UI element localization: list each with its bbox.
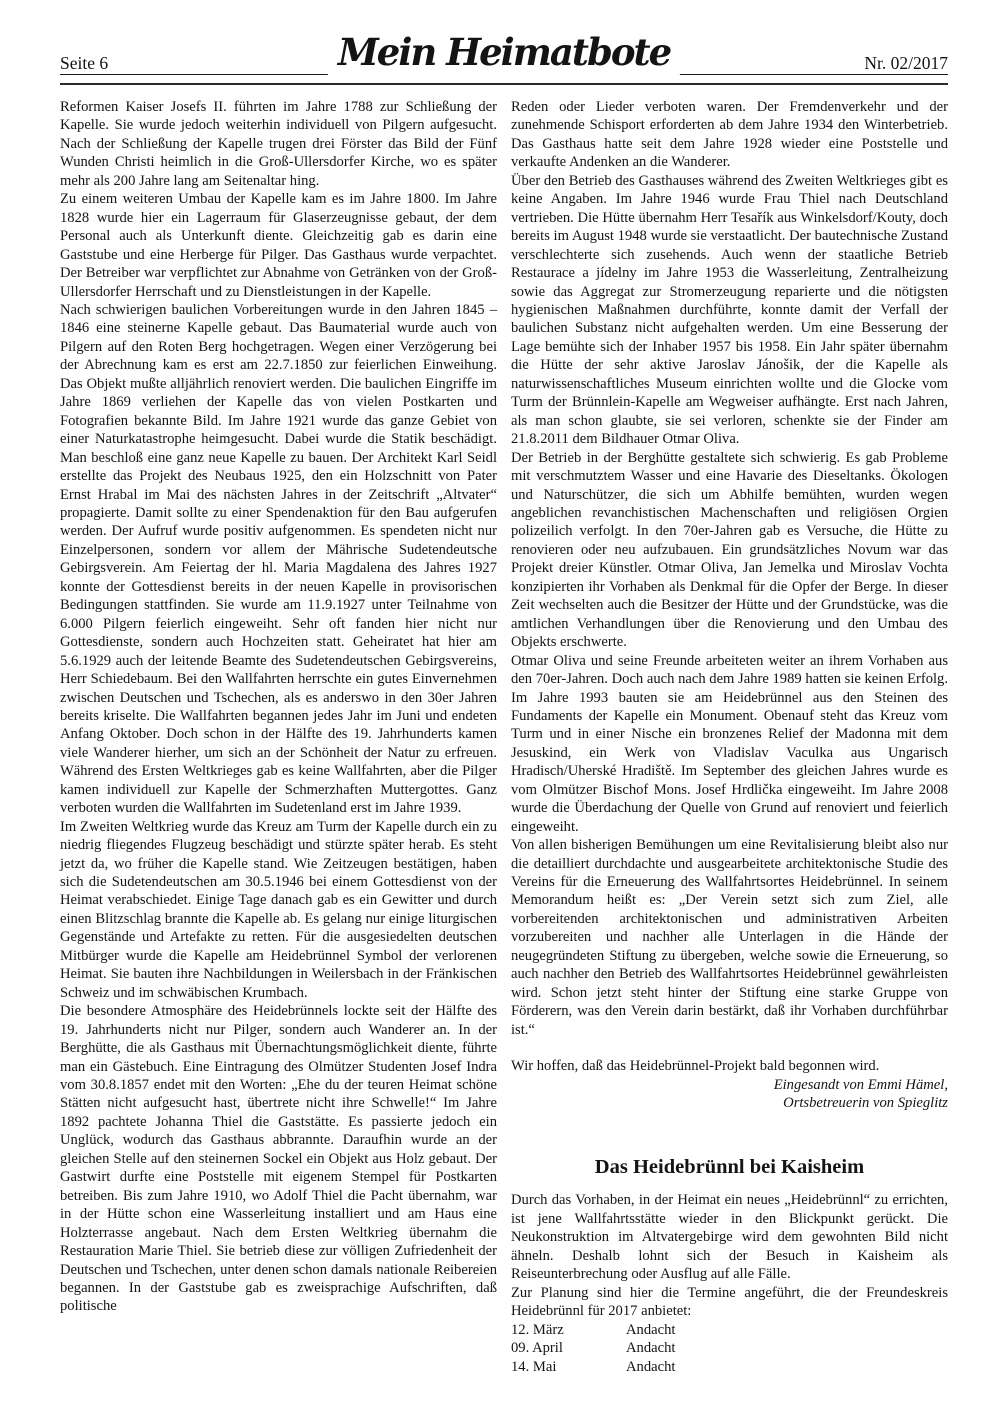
article-paragraph: Otmar Oliva und seine Freunde arbeiteten weiter an ihrem Vorhaben aus den 70er-Jahren. Doch auch nach dem Jahre 1989 hatten sie keinen Erfolg. Im Jahre 1993 bauten sie am Heidebrünnel aus den Steinen des Fundaments der Kapelle ein Monument. Obenauf steht das Kreuz vom Turm und in einer Nische ein bronzenes Relief der Madonna mit dem Jesuskind, ein Werk von Vladislav Vaculka aus Ungarisch Hradisch/Uherské Hradiště. Im September des gleichen Jahres wurde es vom Olmützer Bischof Mons. Josef Hrdlička eingeweiht. Im Jahre 2008 wurde die Überdachung der Quelle von Grund auf renoviert und feierlich eingeweiht. [511,652,948,835]
page-header [60,30,948,90]
article-paragraph: Nach schwierigen baulichen Vorbereitungen wurde in den Jahren 1845 – 1846 eine steinerne Kapelle gebaut. Das Baumaterial wurde auch von Pilgern auf den Roten Berg hochgetragen. Wegen einer Verzögerung bei der Abrechnung kam es erst am 22.7.1850 zur feierlichen Einweihung. Das Objekt mußte alljährlich renoviert werden. Die baulichen Eingriffe im Jahre 1869 verliehen der Kapelle das von vielen Postkarten und Fotografien bekannte Bild. Im Jahre 1921 wurde das ganze Gebiet von einer Naturkatastrophe heimgesucht. Dabei wurde die Statik beschädigt. Man beschloß eine ganz neue Kapelle zu bauen. Der Architekt Karl Seidl erstellte das Projekt des Neubaus 1925, den ein Holzschnitt von Pater Ernst Hrabal im Mai des nächsten Jahres in der Zeitschrift „Altvater“ propagierte. Damit sollte zu einer Spendenaktion für den Bau aufgerufen werden. Der Aufruf wurde positiv aufgenommen. Es spendeten nicht nur Einzelpersonen, sondern vor allem der Mährische Sudetendeutsche Gebirgsverein. Am Feiertag der hl. Maria Magdalena des Jahres 1927 konnte der Gottesdienst bereits in der neuen Kapelle in provisorischen Bedingungen stattfinden. Sie wurde am 11.9.1927 unter Teilnahme von 6.000 Pilgern feierlich eingeweiht. Sehr oft fanden hier nicht nur Gottesdienste, sondern auch Hochzeiten statt. Geheiratet hat hier am 5.6.1929 auch der leitende Beamte des Sudetendeutschen Gebirgsvereins, Herr Schiedebaum. Bei den Wallfahrten herrschte ein gutes Einvernehmen zwischen Deutschen und Tschechen, als es anderswo in den 30er Jahren bereits kriselte. Die Wallfahrten begannen jedes Jahr im Juni und endeten Anfang Oktober. Doch schon in der Hälfte des 19. Jahrhunderts kamen viele Wanderer hierher, um sich an der Schönheit der Natur zu erfreuen. Während des Ersten Weltkrieges gab es keine Wallfahrten, aber die Pilger kamen individuell zur Kapelle der Schmerzhaften Muttergottes. Ganz verboten wurden die Wallfahrten im Sudetenland erst im Jahre 1939. [60,301,497,817]
schedule-row [511,1339,948,1357]
schedule-event: Andacht [626,1358,676,1375]
right-column [511,98,948,1376]
article-paragraph: Im Zweiten Weltkrieg wurde das Kreuz am Turm der Kapelle durch ein zu niedrig fliegendes Flugzeug beschädigt und stürzte später herab. Es steht jetzt da, wo früher die Kapelle stand. Wie Zeitzeugen bestätigen, haben sich die Sudetendeutschen am 30.5.1946 bei einem Gottesdienst von der Heimat verabschiedet. Einige Tage danach gab es ein Gewitter und durch einen Blitzschlag brannte die Kapelle ab. Es gelang nur einige liturgischen Gegenstände und Artefakte zu retten. Für die ausgesiedelten deutschen Mitbürger wurde die Kapelle am Heidebrünnel Symbol der verlorenen Heimat. Sie bauten ihre Nachbildungen in Weilersbach in der Fränkischen Schweiz und im schwäbischen Krumbach. [60,818,497,1001]
article-paragraph: Reformen Kaiser Josefs II. führten im Jahre 1788 zur Schließung der Kapelle. Sie wurde jedoch weiterhin individuell von Pilgern aufgesucht. Nach der Schließung der Kapelle trugen drei Förster das Bild der Fünf Wunden Christi heimlich in die Groß-Ullersdorfer Kirche, wo es später mehr als 200 Jahre lang am Seitenaltar hing. [60,99,497,189]
schedule-event: Andacht [626,1321,676,1338]
schedule-date: 09. April [511,1340,563,1357]
page-number-label: Seite 6 [60,53,109,73]
article-paragraph: Der Betrieb in der Berghütte gestaltete sich schwierig. Es gab Probleme mit verschmutztem Wasser und eine Havarie des Dieseltanks. Ökologen und Naturschützer, die sich um Abhilfe bemühten, wurden wegen angeblichen revanchistischen Machenschaften und religiösen Orgien polizeilich verfolgt. In den 70er-Jahren gab es Versuche, die Hütte zu renovieren oder neu aufzubauen. Ein grundsätzliches Novum war das Projekt dreier Künstler. Otmar Oliva, Jan Jemelka und Miroslav Vochta konzipierten ihr Vorhaben als Denkmal für die Opfer der Berge. In dieser Zeit wechselten auch die Besitzer der Hütte und der Grundstücke, was die amtlichen Verhandlungen über die Renovierung und den Umbau des Objekts erschwerte. [511,449,948,651]
article-paragraph: Über den Betrieb des Gasthauses während des Zweiten Weltkrieges gibt es keine Angaben. Im Jahre 1946 wurde Frau Thiel nach Deutschland vertrieben. Die Hütte übernahm Herr Tesařík aus Winkelsdorf/Kouty, doch bereits im August 1948 wurde sie verstaatlicht. Der bautechnische Zustand verschlechterte sich zusehends. Auch wenn der staatliche Betrieb Restaurace a jídelny im Jahre 1953 die Wasserleitung, Zentralheizung sowie das Aggregat zur Stromerzeugung reparierte und die nötigsten hygienischen Maßnahmen durchführte, konnte damit der Verfall der baulichen Substanz nicht aufgehalten werden. Um eine Besserung der Lage bemühte sich der Inhaber 1957 bis 1958. Ein Jahr später übernahm die Hütte der sehr aktive Jaroslav Jánošik, der die Kapelle als naturwissenschaftliches Museum einrichten wollte und die Glocke vom Turm der Brünnlein-Kapelle am Wegweiser aufhängte. Erst nach Jahren, als man schon glaubte, sie sei verloren, schenkte sie der Finder am 21.8.2011 dem Bildhauer Otmar Oliva. [511,172,948,448]
closing-line: Wir hoffen, daß das Heidebrünnel-Projekt bald begonnen wird. [511,1058,880,1075]
schedule-row [511,1358,948,1376]
article-title-kaisheim: Das Heidebrünnl bei Kaisheim [594,1156,865,1179]
schedule-date: 12. März [511,1321,564,1338]
article-paragraph: Durch das Vorhaben, in der Heimat ein neues „Heidebrünnl“ zu errichten, ist jene Wallfahrtsstätte wieder in den Blickpunkt gerückt. Die Neukonstruktion im Altvatergebirge wird dem gewohnten Bild nicht ähneln. Deshalb lohnt sich der Besuch in Kaisheim als Reiseunterbrechung oder Ausflug auf alle Fälle. [511,1192,948,1283]
left-column [60,98,497,1376]
article-paragraph: Von allen bisherigen Bemühungen um eine Revitalisierung bleibt also nur die detailliert durchdachte und ausgearbeitete architektonische Studie des Vereins für die Erneuerung des Wallfahrtsortes Heidebrünnel. In seinem Memorandum heißt es: „Der Verein setzt sich zum Ziel, alle vorbereitenden architektonischen und administrativen Arbeiten vorzubereiten und nachher alle Unterlagen in die Hände der neugegründeten Stiftung zu übergeben, welche sowie die Erneuerung, so auch nachher den Betrieb des Wallfahrtsortes Heidebrünnel gewährleisten wird. Schon jetzt steht hinter der Stiftung eine starke Gruppe von Förderern, was den Verein darin bestärkt, daß ihr Vorhaben durchführbar ist.“ [511,837,948,1038]
article-body [60,98,948,1376]
article-paragraph: Zu einem weiteren Umbau der Kapelle kam es im Jahre 1800. Im Jahre 1828 wurde hier ein Lagerraum für Glaserzeugnisse gebaut, der dem Personal auch als Unterkunft diente. Gleichzeitig gab es darin eine Gaststube und eine Herberge für Pilger. Das Gasthaus wurde verpachtet. Der Betreiber war verpflichtet zur Abnahme von Getränken von der Groß-Ullersdorfer Herrschaft und zu Dienstleistungen in der Kapelle. [60,191,497,300]
schedule-event: Andacht [626,1340,676,1357]
masthead-title: Mein Heimatbote [328,32,680,75]
event-schedule [511,1321,948,1376]
article-paragraph: Zur Planung sind hier die Termine angeführt, die der Freundeskreis Heidebrünnl für 2017 anbietet: [511,1284,948,1320]
schedule-date: 14. Mai [511,1358,557,1375]
signature-author: Eingesandt von Emmi Hämel, [773,1076,948,1093]
article-paragraph: Reden oder Lieder verboten waren. Der Fremdenverkehr und der zunehmende Schisport erforderten ab dem Jahre 1934 den Winterbetrieb. Das Gasthaus hatte seit dem Jahre 1928 wieder eine Poststelle und verkaufte Andenken an die Wanderer. [511,99,948,171]
schedule-row [511,1321,948,1339]
header-rule-thick [60,83,948,85]
signature-role: Ortsbetreuerin von Spieglitz [783,1095,948,1112]
article-paragraph: Die besondere Atmosphäre des Heidebrünnels lockte seit der Hälfte des 19. Jahrhunderts nicht nur Pilger, sondern auch Wanderer an. In der Berghütte, die als Gasthaus mit Übernachtungsmöglichkeit diente, führte man ein Gästebuch. Eine Eintragung des Olmützer Studenten Josef Indra vom 30.8.1857 endet mit den Worten: „Ehe du der teuren Heimat schöne Stätten nicht aufgesucht hast, übertrete nicht ihre Schwelle!“ Im Jahre 1892 pachtete Johanna Thiel die Gaststätte. Es passierte jedoch ein Unglück, wodurch das Gasthaus abbrannte. Daraufhin wurde an der gleichen Stelle auf den steinernen Sockel ein Objekt aus Holz gebaut. Der Gastwirt durfte eine Poststelle mit eigenem Stempel für Postkarten betreiben. Bis zum Jahre 1910, wo Adolf Thiel die Pacht übernahm, war in der Hütte schon eine Wasserleitung installiert und am Haus eine Holzterrasse angebaut. Nach dem Ersten Weltkrieg übernahm die Restauration Marie Thiel. Sie betrieb diese zur völligen Zufriedenheit der Deutschen und Tschechen, unter denen schon damals nationale Reibereien begannen. In der Gaststube gab es zweisprachige Aufschriften, daß politische [60,1003,497,1315]
signature-block [511,1076,948,1113]
issue-number-label: Nr. 02/2017 [864,53,948,73]
